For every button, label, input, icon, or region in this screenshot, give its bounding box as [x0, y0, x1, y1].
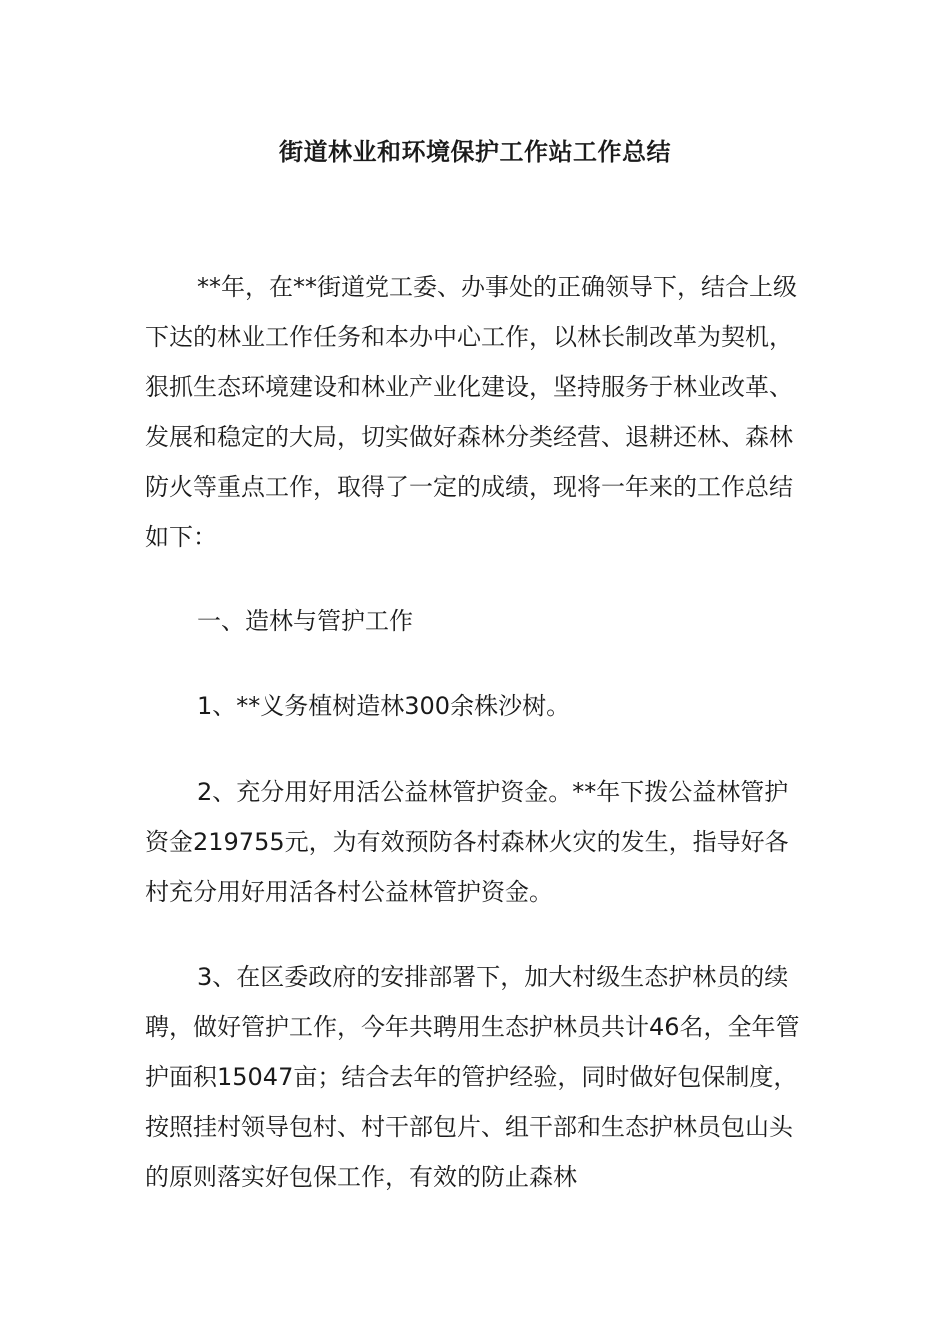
intro-paragraph: **年，在**街道党工委、办事处的正确领导下，结合上级下达的林业工作任务和本办中心工作，以林长制改革为契机，狠抓生态环境建设和林业产业化建设，坚持服务于林业改革、发展和稳定的大局，切实做好森林分类经营、退耕还林、森林防火等重点工作，取得了一定的成绩，现将一年来的工作总结如下：	[145, 273, 797, 551]
item-3-paragraph: 3、在区委政府的安排部署下，加大村级生态护林员的续聘，做好管护工作，今年共聘用生态护林员共计46名，全年管护面积15047亩；结合去年的管护经验，同时做好包保制度，按照挂村领导包村、村干部包片、组干部和生态护林员包山头的原则落实好包保工作，有效的防止森林	[145, 963, 800, 1191]
section-heading: 一、造林与管护工作	[197, 607, 413, 635]
document-title: 街道林业和环境保护工作站工作总结	[279, 138, 671, 166]
item-2-paragraph: 2、充分用好用活公益林管护资金。**年下拨公益林管护资金219755元，为有效预防各村森林火灾的发生，指导好各村充分用好用活各村公益林管护资金。	[145, 778, 789, 906]
item-1-paragraph: 1、**义务植树造林300余株沙树。	[197, 692, 571, 720]
